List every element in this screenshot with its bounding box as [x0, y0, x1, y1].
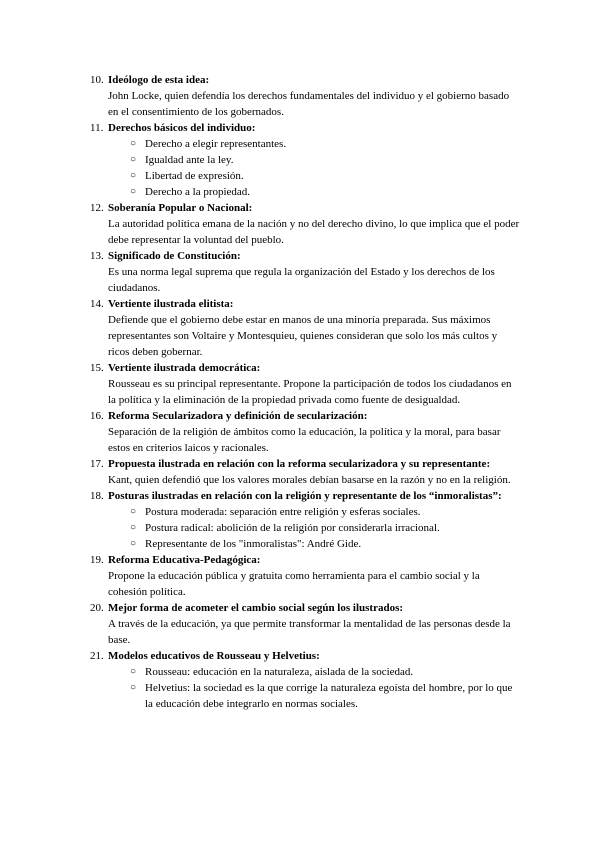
sub-item-text: Derecho a la propiedad.	[145, 186, 251, 198]
item-title: Derechos básicos del individuo:	[108, 122, 256, 134]
item-number: 10.	[90, 74, 104, 86]
circle-bullet-icon: ○	[130, 666, 137, 677]
sub-item	[130, 520, 520, 536]
sub-item-text: Rousseau: educación en la naturaleza, aislada de la sociedad.	[145, 666, 414, 678]
circle-bullet-icon: ○	[130, 170, 137, 181]
sub-list	[108, 136, 520, 200]
item-number: 19.	[90, 554, 104, 566]
sub-item	[130, 664, 520, 680]
item-body: Es una norma legal suprema que regula la organización del Estado y los derechos de los ciudadanos.	[108, 266, 495, 294]
sub-list	[108, 504, 520, 552]
item-body: Kant, quien defendió que los valores morales debían basarse en la razón y no en la religión.	[108, 474, 511, 486]
sub-item-text: Representante de los "inmoralistas": André Gide.	[145, 538, 362, 550]
list-item	[90, 488, 520, 552]
item-number: 12.	[90, 202, 104, 214]
circle-bullet-icon: ○	[130, 506, 137, 517]
sub-item-text: Helvetius: la sociedad es la que corrige la naturaleza egoísta del hombre, por lo que la educación debe integrarlo en normas sociales.	[145, 682, 513, 710]
item-title: Vertiente ilustrada democrática:	[108, 362, 261, 374]
circle-bullet-icon: ○	[130, 138, 137, 149]
sub-item	[130, 536, 520, 552]
item-title: Reforma Secularizadora y definición de secularización:	[108, 410, 368, 422]
item-title: Soberanía Popular o Nacional:	[108, 202, 253, 214]
item-title: Ideólogo de esta idea:	[108, 74, 210, 86]
circle-bullet-icon: ○	[130, 186, 137, 197]
item-number: 13.	[90, 250, 104, 262]
list-item	[90, 360, 520, 408]
list-item	[90, 456, 520, 488]
sub-item-text: Postura moderada: separación entre religión y esferas sociales.	[145, 506, 421, 518]
circle-bullet-icon: ○	[130, 522, 137, 533]
item-number: 18.	[90, 490, 104, 502]
sub-item	[130, 136, 520, 152]
sub-item-text: Derecho a elegir representantes.	[145, 138, 287, 150]
item-body: John Locke, quien defendía los derechos fundamentales del individuo y el gobierno basado en el consentimiento de los gobernados.	[108, 90, 510, 118]
item-body: A través de la educación, ya que permite transformar la mentalidad de las personas desde la base.	[108, 618, 511, 646]
item-number: 20.	[90, 602, 104, 614]
item-title: Propuesta ilustrada en relación con la reforma secularizadora y su representante:	[108, 458, 491, 470]
circle-bullet-icon: ○	[130, 538, 137, 549]
list-item	[90, 248, 520, 296]
item-number: 16.	[90, 410, 104, 422]
item-number: 14.	[90, 298, 104, 310]
item-body: Defiende que el gobierno debe estar en manos de una minoría preparada. Sus máximos representantes son Voltaire y Montesquieu, quienes consideran que solo los más cultos y ricos deben gobernar.	[108, 314, 498, 358]
item-title: Modelos educativos de Rousseau y Helvetius:	[108, 650, 320, 662]
item-body: Separación de la religión de ámbitos como la educación, la política y la moral, para basar estos en criterios laicos y racionales.	[108, 426, 501, 454]
item-title: Mejor forma de acometer el cambio social según los ilustrados:	[108, 602, 404, 614]
list-item	[90, 200, 520, 248]
sub-item	[130, 504, 520, 520]
item-body: Propone la educación pública y gratuita como herramienta para el cambio social y la cohesión política.	[108, 570, 480, 598]
list-item	[90, 408, 520, 456]
item-title: Vertiente ilustrada elitista:	[108, 298, 234, 310]
sub-item-text: Libertad de expresión.	[145, 170, 244, 182]
sub-item	[130, 184, 520, 200]
list-item	[90, 296, 520, 360]
list-item	[90, 72, 520, 120]
item-title: Significado de Constitución:	[108, 250, 241, 262]
item-number: 21.	[90, 650, 104, 662]
sub-list	[108, 664, 520, 712]
item-number: 17.	[90, 458, 104, 470]
sub-item-text: Postura radical: abolición de la religión por considerarla irracional.	[145, 522, 440, 534]
sub-item	[130, 680, 520, 712]
sub-item	[130, 152, 520, 168]
circle-bullet-icon: ○	[130, 154, 137, 165]
document-content	[90, 72, 520, 712]
item-title: Posturas ilustradas en relación con la religión y representante de los “inmoralistas”:	[108, 490, 502, 502]
item-title: Reforma Educativa-Pedagógica:	[108, 554, 261, 566]
list-item	[90, 600, 520, 648]
item-body: La autoridad política emana de la nación y no del derecho divino, lo que implica que el poder debe representar la voluntad del pueblo.	[108, 218, 520, 246]
sub-item-text: Igualdad ante la ley.	[145, 154, 234, 166]
item-number: 11.	[90, 122, 104, 134]
list-item	[90, 120, 520, 200]
list-item	[90, 552, 520, 600]
list-item	[90, 648, 520, 712]
circle-bullet-icon: ○	[130, 682, 137, 693]
sub-item	[130, 168, 520, 184]
item-body: Rousseau es su principal representante. Propone la participación de todos los ciudadanos en la política y la eliminación de la propiedad privada como fuente de desigualdad.	[108, 378, 512, 406]
item-number: 15.	[90, 362, 104, 374]
